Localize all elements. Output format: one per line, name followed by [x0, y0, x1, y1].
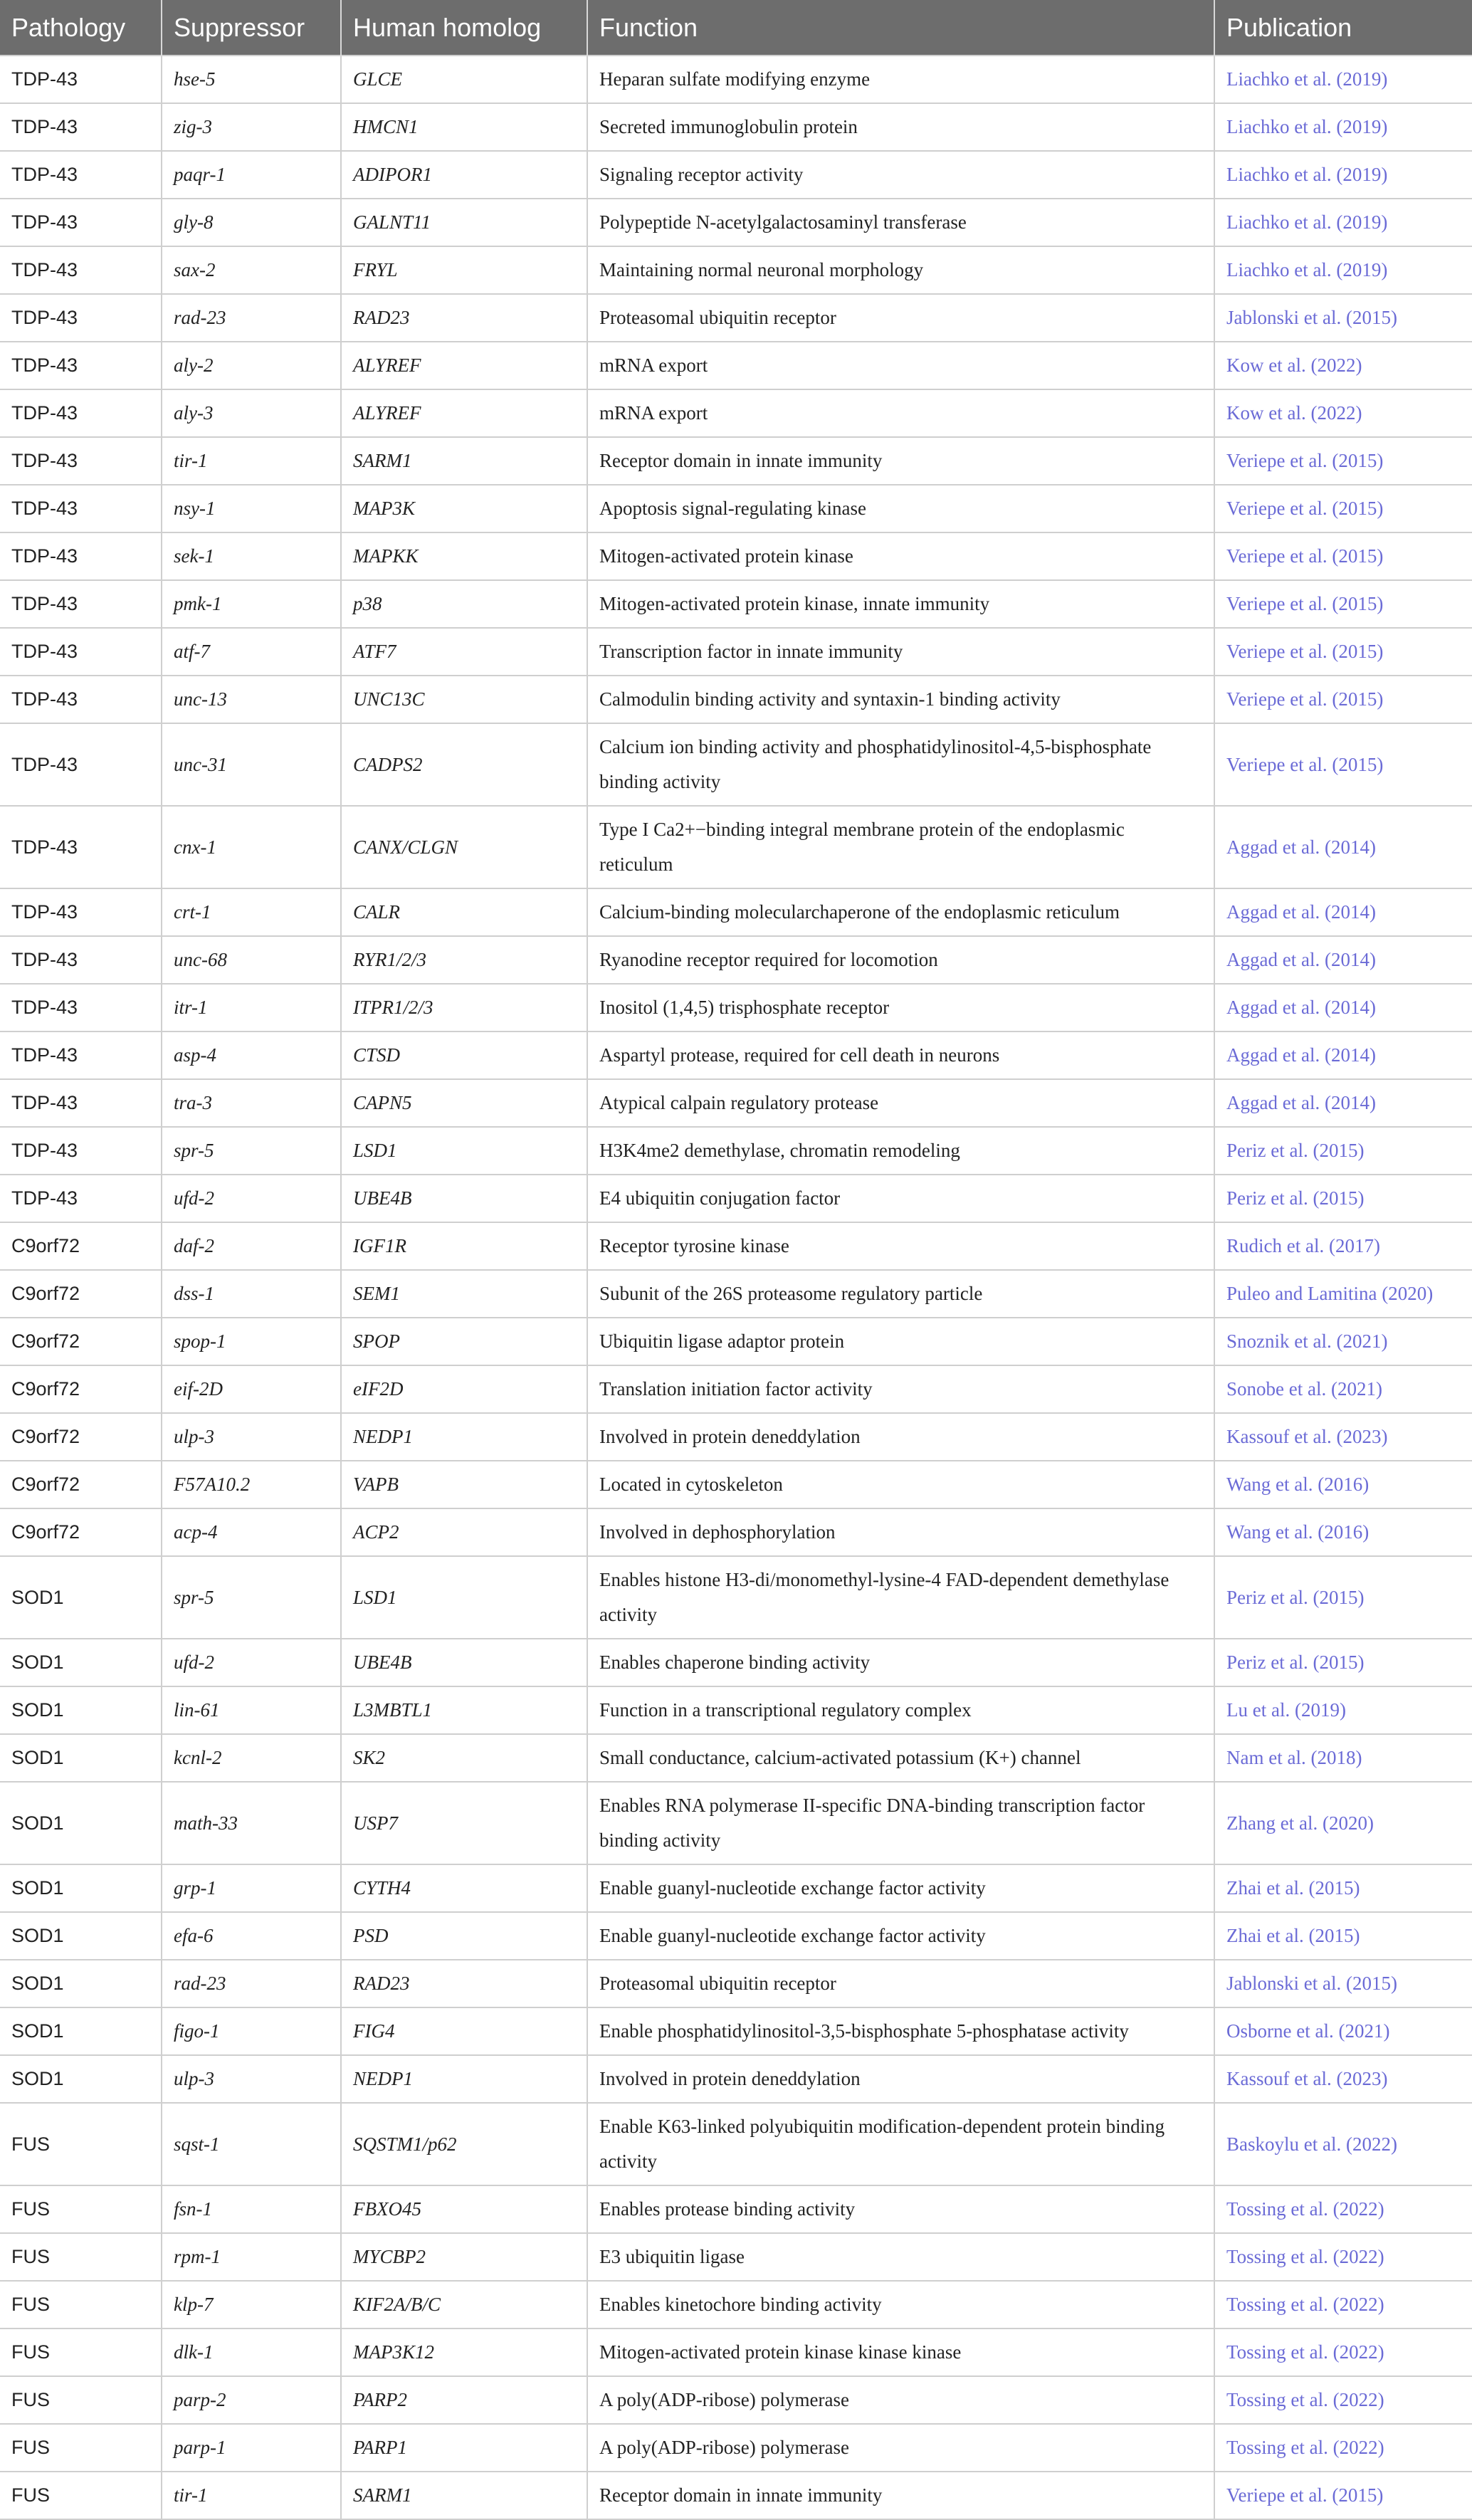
table-row [0, 151, 1472, 199]
human-homolog-cell: SARM1 [341, 2472, 587, 2519]
suppressor-cell: spop-1 [162, 1318, 341, 1365]
suppressor-cell: dlk-1 [162, 2329, 341, 2376]
publication-link[interactable]: Snoznik et al. (2021) [1214, 1318, 1472, 1365]
pathology-cell: TDP-43 [0, 806, 162, 888]
function-cell: Calcium-binding molecularchaperone of the endoplasmic reticulum [587, 888, 1214, 936]
pathology-cell: TDP-43 [0, 723, 162, 806]
pathology-cell: TDP-43 [0, 888, 162, 936]
function-cell: Inositol (1,4,5) trisphosphate receptor [587, 984, 1214, 1031]
human-homolog-cell: IGF1R [341, 1222, 587, 1270]
publication-link[interactable]: Veriepe et al. (2015) [1214, 532, 1472, 580]
pathology-cell: TDP-43 [0, 936, 162, 984]
function-cell: Atypical calpain regulatory protease [587, 1079, 1214, 1127]
human-homolog-cell: SEM1 [341, 1270, 587, 1318]
suppressor-cell: paqr-1 [162, 151, 341, 199]
table-row [0, 676, 1472, 723]
human-homolog-cell: FRYL [341, 246, 587, 294]
suppressor-cell: F57A10.2 [162, 1461, 341, 1508]
publication-link[interactable]: Tossing et al. (2022) [1214, 2233, 1472, 2281]
suppressor-cell: daf-2 [162, 1222, 341, 1270]
table-row [0, 1365, 1472, 1413]
suppressor-cell: atf-7 [162, 628, 341, 676]
publication-link[interactable]: Tossing et al. (2022) [1214, 2424, 1472, 2472]
human-homolog-cell: RAD23 [341, 294, 587, 342]
function-cell: Enable guanyl-nucleotide exchange factor activity [587, 1912, 1214, 1960]
publication-link[interactable]: Veriepe et al. (2015) [1214, 723, 1472, 806]
table-row [0, 628, 1472, 676]
function-cell: Type I Ca2+−binding integral membrane protein of the endoplasmic reticulum [587, 806, 1214, 888]
table-row [0, 2233, 1472, 2281]
function-cell: Heparan sulfate modifying enzyme [587, 56, 1214, 103]
suppressor-cell: unc-31 [162, 723, 341, 806]
publication-link[interactable]: Kow et al. (2022) [1214, 342, 1472, 389]
table-row [0, 56, 1472, 103]
header-publication: Publication [1214, 0, 1472, 56]
publication-link[interactable]: Periz et al. (2015) [1214, 1175, 1472, 1222]
function-cell: Secreted immunoglobulin protein [587, 103, 1214, 151]
function-cell: Mitogen-activated protein kinase, innate immunity [587, 580, 1214, 628]
human-homolog-cell: CALR [341, 888, 587, 936]
publication-link[interactable]: Baskoylu et al. (2022) [1214, 2103, 1472, 2185]
function-cell: Receptor tyrosine kinase [587, 1222, 1214, 1270]
publication-link[interactable]: Liachko et al. (2019) [1214, 151, 1472, 199]
human-homolog-cell: SARM1 [341, 437, 587, 485]
human-homolog-cell: SPOP [341, 1318, 587, 1365]
pathology-cell: TDP-43 [0, 342, 162, 389]
human-homolog-cell: GALNT11 [341, 199, 587, 246]
suppressor-cell: rad-23 [162, 1960, 341, 2007]
human-homolog-cell: LSD1 [341, 1127, 587, 1175]
publication-link[interactable]: Aggad et al. (2014) [1214, 1079, 1472, 1127]
suppressor-cell: acp-4 [162, 1508, 341, 1556]
human-homolog-cell: ACP2 [341, 1508, 587, 1556]
human-homolog-cell: L3MBTL1 [341, 1686, 587, 1734]
publication-link[interactable]: Periz et al. (2015) [1214, 1127, 1472, 1175]
publication-link[interactable]: Liachko et al. (2019) [1214, 246, 1472, 294]
pathology-cell: SOD1 [0, 1912, 162, 1960]
human-homolog-cell: UNC13C [341, 676, 587, 723]
table-row [0, 246, 1472, 294]
human-homolog-cell: PSD [341, 1912, 587, 1960]
table-row [0, 806, 1472, 888]
function-cell: Involved in dephosphorylation [587, 1508, 1214, 1556]
function-cell: Polypeptide N-acetylgalactosaminyl transferase [587, 199, 1214, 246]
publication-link[interactable]: Aggad et al. (2014) [1214, 984, 1472, 1031]
suppressor-cell: spr-5 [162, 1127, 341, 1175]
pathology-cell: TDP-43 [0, 246, 162, 294]
function-cell: Apoptosis signal-regulating kinase [587, 485, 1214, 532]
table-row [0, 2376, 1472, 2424]
pathology-cell: TDP-43 [0, 294, 162, 342]
human-homolog-cell: ATF7 [341, 628, 587, 676]
human-homolog-cell: HMCN1 [341, 103, 587, 151]
human-homolog-cell: RYR1/2/3 [341, 936, 587, 984]
function-cell: Enables RNA polymerase II-specific DNA-binding transcription factor binding activity [587, 1782, 1214, 1864]
table-row [0, 1079, 1472, 1127]
suppressor-cell: klp-7 [162, 2281, 341, 2329]
pathology-cell: C9orf72 [0, 1222, 162, 1270]
function-cell: Mitogen-activated protein kinase kinase kinase [587, 2329, 1214, 2376]
function-cell: Translation initiation factor activity [587, 1365, 1214, 1413]
human-homolog-cell: PARP2 [341, 2376, 587, 2424]
suppressor-cell: ufd-2 [162, 1639, 341, 1686]
suppressor-cell: ufd-2 [162, 1175, 341, 1222]
function-cell: Ryanodine receptor required for locomotion [587, 936, 1214, 984]
publication-link[interactable]: Lu et al. (2019) [1214, 1686, 1472, 1734]
header-suppressor: Suppressor [162, 0, 341, 56]
publication-link[interactable]: Wang et al. (2016) [1214, 1508, 1472, 1556]
table-row [0, 2472, 1472, 2519]
suppressor-cell: hse-5 [162, 56, 341, 103]
function-cell: A poly(ADP-ribose) polymerase [587, 2376, 1214, 2424]
pathology-cell: SOD1 [0, 1960, 162, 2007]
human-homolog-cell: RAD23 [341, 1960, 587, 2007]
publication-link[interactable]: Osborne et al. (2021) [1214, 2007, 1472, 2055]
human-homolog-cell: eIF2D [341, 1365, 587, 1413]
function-cell: Aspartyl protease, required for cell death in neurons [587, 1031, 1214, 1079]
table-row [0, 1960, 1472, 2007]
suppressor-cell: unc-68 [162, 936, 341, 984]
table-row [0, 103, 1472, 151]
pathology-cell: TDP-43 [0, 984, 162, 1031]
pathology-cell: C9orf72 [0, 1461, 162, 1508]
human-homolog-cell: KIF2A/B/C [341, 2281, 587, 2329]
function-cell: A poly(ADP-ribose) polymerase [587, 2424, 1214, 2472]
human-homolog-cell: CTSD [341, 1031, 587, 1079]
human-homolog-cell: VAPB [341, 1461, 587, 1508]
human-homolog-cell: FIG4 [341, 2007, 587, 2055]
function-cell: Enables protease binding activity [587, 2185, 1214, 2233]
function-cell: Signaling receptor activity [587, 151, 1214, 199]
human-homolog-cell: UBE4B [341, 1639, 587, 1686]
suppressor-cell: cnx-1 [162, 806, 341, 888]
human-homolog-cell: FBXO45 [341, 2185, 587, 2233]
suppressor-cell: itr-1 [162, 984, 341, 1031]
human-homolog-cell: SQSTM1/p62 [341, 2103, 587, 2185]
pathology-cell: TDP-43 [0, 199, 162, 246]
suppressor-cell: tra-3 [162, 1079, 341, 1127]
table-row [0, 532, 1472, 580]
publication-link[interactable]: Zhai et al. (2015) [1214, 1864, 1472, 1912]
pathology-cell: TDP-43 [0, 389, 162, 437]
human-homolog-cell: CYTH4 [341, 1864, 587, 1912]
table-row [0, 1127, 1472, 1175]
publication-link[interactable]: Jablonski et al. (2015) [1214, 1960, 1472, 2007]
table-row [0, 2281, 1472, 2329]
table-row [0, 2103, 1472, 2185]
pathology-cell: TDP-43 [0, 437, 162, 485]
suppressor-cell: rad-23 [162, 294, 341, 342]
publication-link[interactable]: Zhai et al. (2015) [1214, 1912, 1472, 1960]
table-row [0, 1175, 1472, 1222]
table-row [0, 1912, 1472, 1960]
function-cell: E4 ubiquitin conjugation factor [587, 1175, 1214, 1222]
publication-link[interactable]: Kow et al. (2022) [1214, 389, 1472, 437]
pathology-cell: C9orf72 [0, 1270, 162, 1318]
human-homolog-cell: MAPKK [341, 532, 587, 580]
function-cell: Calcium ion binding activity and phosphatidylinositol-4,5-bisphosphate binding activity [587, 723, 1214, 806]
table-row [0, 2055, 1472, 2103]
publication-link[interactable]: Tossing et al. (2022) [1214, 2185, 1472, 2233]
table-row [0, 2424, 1472, 2472]
human-homolog-cell: MYCBP2 [341, 2233, 587, 2281]
table-row [0, 888, 1472, 936]
suppressor-cell: sek-1 [162, 532, 341, 580]
publication-link[interactable]: Kassouf et al. (2023) [1214, 1413, 1472, 1461]
pathology-cell: FUS [0, 2329, 162, 2376]
pathology-cell: TDP-43 [0, 1175, 162, 1222]
function-cell: Receptor domain in innate immunity [587, 2472, 1214, 2519]
table-row [0, 1639, 1472, 1686]
table-row [0, 984, 1472, 1031]
suppressor-cell: zig-3 [162, 103, 341, 151]
pathology-cell: TDP-43 [0, 1079, 162, 1127]
publication-link[interactable]: Veriepe et al. (2015) [1214, 2472, 1472, 2519]
suppressor-cell: lin-61 [162, 1686, 341, 1734]
suppressor-cell: asp-4 [162, 1031, 341, 1079]
human-homolog-cell: GLCE [341, 56, 587, 103]
table-row [0, 437, 1472, 485]
table-row [0, 1413, 1472, 1461]
suppressor-cell: ulp-3 [162, 2055, 341, 2103]
pathology-cell: TDP-43 [0, 628, 162, 676]
pathology-cell: TDP-43 [0, 580, 162, 628]
human-homolog-cell: PARP1 [341, 2424, 587, 2472]
publication-link[interactable]: Wang et al. (2016) [1214, 1461, 1472, 1508]
publication-link[interactable]: Veriepe et al. (2015) [1214, 676, 1472, 723]
human-homolog-cell: LSD1 [341, 1556, 587, 1639]
human-homolog-cell: NEDP1 [341, 2055, 587, 2103]
publication-link[interactable]: Tossing et al. (2022) [1214, 2281, 1472, 2329]
pathology-cell: TDP-43 [0, 103, 162, 151]
suppressor-cell: eif-2D [162, 1365, 341, 1413]
function-cell: Receptor domain in innate immunity [587, 437, 1214, 485]
table-row [0, 1318, 1472, 1365]
publication-link[interactable]: Jablonski et al. (2015) [1214, 294, 1472, 342]
publication-link[interactable]: Liachko et al. (2019) [1214, 199, 1472, 246]
human-homolog-cell: CADPS2 [341, 723, 587, 806]
suppressor-cell: pmk-1 [162, 580, 341, 628]
suppressor-cell: math-33 [162, 1782, 341, 1864]
human-homolog-cell: USP7 [341, 1782, 587, 1864]
suppressor-cell: parp-2 [162, 2376, 341, 2424]
function-cell: H3K4me2 demethylase, chromatin remodeling [587, 1127, 1214, 1175]
publication-link[interactable]: Rudich et al. (2017) [1214, 1222, 1472, 1270]
pathology-cell: SOD1 [0, 1864, 162, 1912]
function-cell: Small conductance, calcium-activated potassium (K+) channel [587, 1734, 1214, 1782]
function-cell: mRNA export [587, 389, 1214, 437]
table-row [0, 936, 1472, 984]
table-row [0, 1461, 1472, 1508]
suppressor-cell: unc-13 [162, 676, 341, 723]
human-homolog-cell: CANX/CLGN [341, 806, 587, 888]
pathology-cell: C9orf72 [0, 1318, 162, 1365]
human-homolog-cell: CAPN5 [341, 1079, 587, 1127]
table-row [0, 2185, 1472, 2233]
pathology-cell: TDP-43 [0, 676, 162, 723]
pathology-cell: C9orf72 [0, 1508, 162, 1556]
function-cell: Enable K63-linked polyubiquitin modification-dependent protein binding activity [587, 2103, 1214, 2185]
function-cell: Mitogen-activated protein kinase [587, 532, 1214, 580]
pathology-cell: FUS [0, 2185, 162, 2233]
human-homolog-cell: ADIPOR1 [341, 151, 587, 199]
pathology-cell: FUS [0, 2424, 162, 2472]
function-cell: mRNA export [587, 342, 1214, 389]
pathology-cell: TDP-43 [0, 151, 162, 199]
publication-link[interactable]: Veriepe et al. (2015) [1214, 628, 1472, 676]
human-homolog-cell: UBE4B [341, 1175, 587, 1222]
publication-link[interactable]: Periz et al. (2015) [1214, 1556, 1472, 1639]
publication-link[interactable]: Periz et al. (2015) [1214, 1639, 1472, 1686]
function-cell: Function in a transcriptional regulatory complex [587, 1686, 1214, 1734]
function-cell: Located in cytoskeleton [587, 1461, 1214, 1508]
table-row [0, 485, 1472, 532]
publication-link[interactable]: Aggad et al. (2014) [1214, 936, 1472, 984]
table-row [0, 1734, 1472, 1782]
suppressor-cell: nsy-1 [162, 485, 341, 532]
function-cell: Involved in protein deneddylation [587, 1413, 1214, 1461]
human-homolog-cell: ITPR1/2/3 [341, 984, 587, 1031]
function-cell: Proteasomal ubiquitin receptor [587, 294, 1214, 342]
pathology-cell: FUS [0, 2376, 162, 2424]
publication-link[interactable]: Sonobe et al. (2021) [1214, 1365, 1472, 1413]
suppressor-cell: figo-1 [162, 2007, 341, 2055]
publication-link[interactable]: Nam et al. (2018) [1214, 1734, 1472, 1782]
function-cell: Calmodulin binding activity and syntaxin-1 binding activity [587, 676, 1214, 723]
publication-link[interactable]: Veriepe et al. (2015) [1214, 437, 1472, 485]
suppressor-cell: gly-8 [162, 199, 341, 246]
table-row [0, 2329, 1472, 2376]
pathology-cell: FUS [0, 2281, 162, 2329]
pathology-cell: FUS [0, 2103, 162, 2185]
publication-link[interactable]: Veriepe et al. (2015) [1214, 580, 1472, 628]
table-row [0, 294, 1472, 342]
suppressor-cell: crt-1 [162, 888, 341, 936]
pathology-cell: TDP-43 [0, 1127, 162, 1175]
header-human-homolog: Human homolog [341, 0, 587, 56]
function-cell: Enables chaperone binding activity [587, 1639, 1214, 1686]
suppressor-cell: ulp-3 [162, 1413, 341, 1461]
pathology-cell: SOD1 [0, 1686, 162, 1734]
publication-link[interactable]: Aggad et al. (2014) [1214, 888, 1472, 936]
table-row [0, 1031, 1472, 1079]
publication-link[interactable]: Liachko et al. (2019) [1214, 56, 1472, 103]
publication-link[interactable]: Aggad et al. (2014) [1214, 1031, 1472, 1079]
header-row [0, 0, 1472, 56]
table-row [0, 580, 1472, 628]
suppressor-cell: dss-1 [162, 1270, 341, 1318]
function-cell: Enable guanyl-nucleotide exchange factor activity [587, 1864, 1214, 1912]
human-homolog-cell: SK2 [341, 1734, 587, 1782]
suppressor-cell: grp-1 [162, 1864, 341, 1912]
pathology-cell: SOD1 [0, 2007, 162, 2055]
publication-link[interactable]: Veriepe et al. (2015) [1214, 485, 1472, 532]
table-body [0, 56, 1472, 2519]
publication-link[interactable]: Aggad et al. (2014) [1214, 806, 1472, 888]
suppressor-cell: rpm-1 [162, 2233, 341, 2281]
pathology-cell: TDP-43 [0, 56, 162, 103]
pathology-cell: SOD1 [0, 1782, 162, 1864]
suppressor-cell: fsn-1 [162, 2185, 341, 2233]
function-cell: Proteasomal ubiquitin receptor [587, 1960, 1214, 2007]
publication-link[interactable]: Zhang et al. (2020) [1214, 1782, 1472, 1864]
human-homolog-cell: ALYREF [341, 342, 587, 389]
suppressor-cell: sqst-1 [162, 2103, 341, 2185]
publication-link[interactable]: Tossing et al. (2022) [1214, 2329, 1472, 2376]
human-homolog-cell: MAP3K12 [341, 2329, 587, 2376]
pathology-cell: C9orf72 [0, 1365, 162, 1413]
table-row [0, 1686, 1472, 1734]
publication-link[interactable]: Puleo and Lamitina (2020) [1214, 1270, 1472, 1318]
table-row [0, 1556, 1472, 1639]
pathology-cell: TDP-43 [0, 532, 162, 580]
pathology-cell: SOD1 [0, 1639, 162, 1686]
table-row [0, 2007, 1472, 2055]
table-row [0, 389, 1472, 437]
publication-link[interactable]: Kassouf et al. (2023) [1214, 2055, 1472, 2103]
pathology-cell: TDP-43 [0, 485, 162, 532]
human-homolog-cell: NEDP1 [341, 1413, 587, 1461]
publication-link[interactable]: Tossing et al. (2022) [1214, 2376, 1472, 2424]
publication-link[interactable]: Liachko et al. (2019) [1214, 103, 1472, 151]
pathology-cell: FUS [0, 2472, 162, 2519]
suppressor-cell: efa-6 [162, 1912, 341, 1960]
human-homolog-cell: ALYREF [341, 389, 587, 437]
table-row [0, 1270, 1472, 1318]
table-row [0, 723, 1472, 806]
suppressor-cell: sax-2 [162, 246, 341, 294]
function-cell: Ubiquitin ligase adaptor protein [587, 1318, 1214, 1365]
suppressor-cell: spr-5 [162, 1556, 341, 1639]
pathology-cell: SOD1 [0, 1556, 162, 1639]
table-row [0, 1508, 1472, 1556]
function-cell: Transcription factor in innate immunity [587, 628, 1214, 676]
table-row [0, 1222, 1472, 1270]
function-cell: Enables histone H3-di/monomethyl-lysine-4 FAD-dependent demethylase activity [587, 1556, 1214, 1639]
function-cell: Enable phosphatidylinositol-3,5-bisphosphate 5-phosphatase activity [587, 2007, 1214, 2055]
suppressor-cell: tir-1 [162, 2472, 341, 2519]
header-function: Function [587, 0, 1214, 56]
human-homolog-cell: p38 [341, 580, 587, 628]
suppressor-cell: aly-3 [162, 389, 341, 437]
suppressor-cell: aly-2 [162, 342, 341, 389]
table-row [0, 1864, 1472, 1912]
function-cell: Involved in protein deneddylation [587, 2055, 1214, 2103]
table-row [0, 342, 1472, 389]
function-cell: E3 ubiquitin ligase [587, 2233, 1214, 2281]
suppressor-cell: tir-1 [162, 437, 341, 485]
suppressor-cell: parp-1 [162, 2424, 341, 2472]
suppressor-cell: kcnl-2 [162, 1734, 341, 1782]
header-pathology: Pathology [0, 0, 162, 56]
pathology-cell: TDP-43 [0, 1031, 162, 1079]
human-homolog-cell: MAP3K [341, 485, 587, 532]
pathology-cell: FUS [0, 2233, 162, 2281]
function-cell: Subunit of the 26S proteasome regulatory particle [587, 1270, 1214, 1318]
table-row [0, 199, 1472, 246]
pathology-cell: C9orf72 [0, 1413, 162, 1461]
pathology-cell: SOD1 [0, 1734, 162, 1782]
function-cell: Enables kinetochore binding activity [587, 2281, 1214, 2329]
pathology-cell: SOD1 [0, 2055, 162, 2103]
table-row [0, 1782, 1472, 1864]
function-cell: Maintaining normal neuronal morphology [587, 246, 1214, 294]
